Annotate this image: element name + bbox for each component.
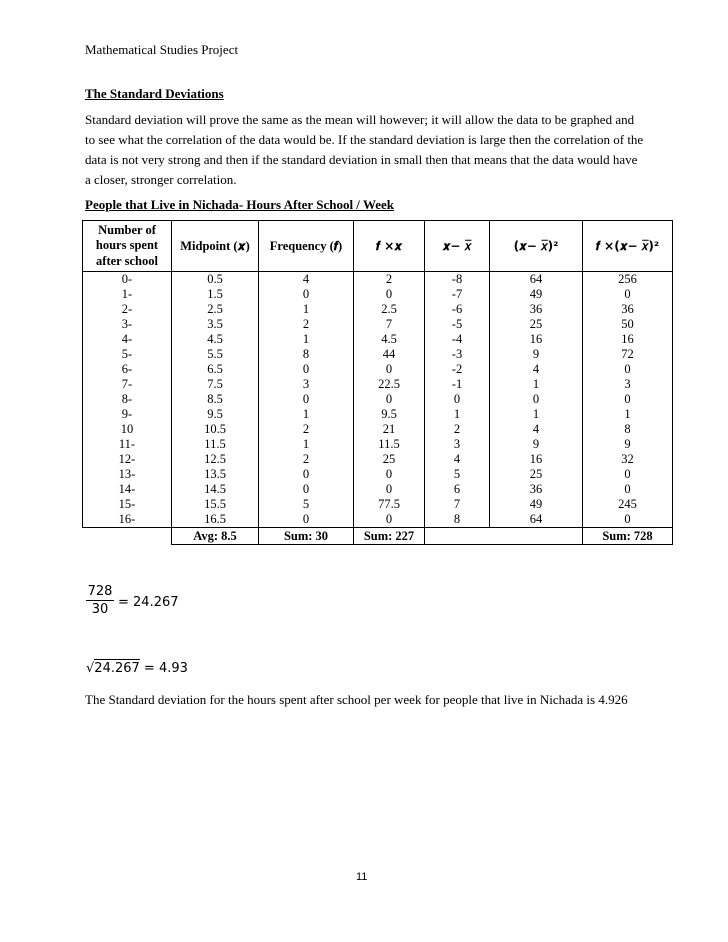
cell-midpoint: 10.5 bbox=[172, 422, 259, 437]
cell-deviation-squared: 49 bbox=[490, 287, 583, 302]
table-row bbox=[83, 377, 673, 392]
cell-hours: 12- bbox=[83, 452, 172, 467]
cell-fx: 2.5 bbox=[354, 302, 425, 317]
table-row bbox=[83, 302, 673, 317]
cell-deviation-squared: 36 bbox=[490, 482, 583, 497]
cell-midpoint: 3.5 bbox=[172, 317, 259, 332]
cell-deviation-squared: 9 bbox=[490, 347, 583, 362]
cell-deviation-squared: 36 bbox=[490, 302, 583, 317]
summary-empty-span bbox=[425, 528, 583, 545]
cell-deviation: -1 bbox=[425, 377, 490, 392]
cell-deviation-squared: 49 bbox=[490, 497, 583, 512]
cell-deviation: 4 bbox=[425, 452, 490, 467]
fraction-bar bbox=[86, 600, 114, 601]
table-row bbox=[83, 497, 673, 512]
cell-hours: 16- bbox=[83, 512, 172, 528]
cell-fx: 0 bbox=[354, 467, 425, 482]
cell-deviation: 2 bbox=[425, 422, 490, 437]
cell-fx: 9.5 bbox=[354, 407, 425, 422]
cell-deviation: -2 bbox=[425, 362, 490, 377]
cell-f-deviation-squared: 0 bbox=[583, 467, 673, 482]
cell-f-deviation-squared: 1 bbox=[583, 407, 673, 422]
summary-sum-f-deviation-squared: Sum: 728 bbox=[583, 528, 673, 545]
table-row bbox=[83, 437, 673, 452]
cell-frequency: 2 bbox=[259, 452, 354, 467]
summary-row bbox=[83, 528, 673, 545]
cell-hours: 9- bbox=[83, 407, 172, 422]
cell-f-deviation-squared: 0 bbox=[583, 482, 673, 497]
col-header-deviation-squared: (𝒙− 𝑥̅)² bbox=[490, 221, 583, 272]
cell-midpoint: 13.5 bbox=[172, 467, 259, 482]
fraction-numerator: 728 bbox=[87, 584, 113, 599]
cell-frequency: 0 bbox=[259, 512, 354, 528]
cell-midpoint: 11.5 bbox=[172, 437, 259, 452]
body-paragraph: Standard deviation will prove the same as the mean will however; it will allow the data to be graphed and to see what the correlation of the data would be. If the standard deviation is large then the correlation of the data is not very strong and then if the standard deviation in small then that means that the data would have a closer, stronger correlation. bbox=[85, 112, 644, 187]
cell-hours: 4- bbox=[83, 332, 172, 347]
cell-fx: 21 bbox=[354, 422, 425, 437]
summary-avg: Avg: 8.5 bbox=[172, 528, 259, 545]
cell-fx: 77.5 bbox=[354, 497, 425, 512]
table-row bbox=[83, 347, 673, 362]
cell-fx: 7 bbox=[354, 317, 425, 332]
cell-midpoint: 1.5 bbox=[172, 287, 259, 302]
col-header-fx: 𝒇 ×𝒙 bbox=[354, 221, 425, 272]
cell-f-deviation-squared: 8 bbox=[583, 422, 673, 437]
cell-hours: 5- bbox=[83, 347, 172, 362]
cell-deviation: -5 bbox=[425, 317, 490, 332]
table-row bbox=[83, 317, 673, 332]
cell-frequency: 0 bbox=[259, 482, 354, 497]
variance-fraction bbox=[86, 584, 179, 617]
summary-sum-frequency: Sum: 30 bbox=[259, 528, 354, 545]
cell-deviation-squared: 9 bbox=[490, 437, 583, 452]
cell-deviation: -4 bbox=[425, 332, 490, 347]
cell-deviation: 6 bbox=[425, 482, 490, 497]
col-header-f-deviation-squared: 𝒇 ×(𝒙− 𝑥̅)² bbox=[583, 221, 673, 272]
cell-f-deviation-squared: 0 bbox=[583, 362, 673, 377]
cell-midpoint: 0.5 bbox=[172, 272, 259, 288]
cell-f-deviation-squared: 0 bbox=[583, 512, 673, 528]
conclusion-text: The Standard deviation for the hours spent after school per week for people that live in Nichada is 4.926 bbox=[85, 692, 628, 707]
cell-f-deviation-squared: 72 bbox=[583, 347, 673, 362]
cell-deviation-squared: 25 bbox=[490, 317, 583, 332]
table-row bbox=[83, 287, 673, 302]
cell-f-deviation-squared: 36 bbox=[583, 302, 673, 317]
cell-f-deviation-squared: 0 bbox=[583, 287, 673, 302]
cell-midpoint: 12.5 bbox=[172, 452, 259, 467]
cell-deviation-squared: 4 bbox=[490, 422, 583, 437]
sqrt-argument: 24.267 bbox=[94, 661, 140, 676]
cell-midpoint: 5.5 bbox=[172, 347, 259, 362]
cell-hours: 3- bbox=[83, 317, 172, 332]
cell-deviation-squared: 1 bbox=[490, 377, 583, 392]
cell-f-deviation-squared: 245 bbox=[583, 497, 673, 512]
cell-frequency: 5 bbox=[259, 497, 354, 512]
fraction-result: = 24.267 bbox=[118, 595, 179, 610]
cell-deviation-squared: 16 bbox=[490, 332, 583, 347]
cell-deviation: 1 bbox=[425, 407, 490, 422]
cell-f-deviation-squared: 0 bbox=[583, 392, 673, 407]
cell-frequency: 3 bbox=[259, 377, 354, 392]
cell-hours: 1- bbox=[83, 287, 172, 302]
cell-hours: 14- bbox=[83, 482, 172, 497]
cell-fx: 0 bbox=[354, 362, 425, 377]
cell-deviation-squared: 64 bbox=[490, 512, 583, 528]
cell-midpoint: 16.5 bbox=[172, 512, 259, 528]
cell-frequency: 1 bbox=[259, 302, 354, 317]
cell-f-deviation-squared: 3 bbox=[583, 377, 673, 392]
cell-deviation: 8 bbox=[425, 512, 490, 528]
summary-sum-fx: Sum: 227 bbox=[354, 528, 425, 545]
table-row bbox=[83, 362, 673, 377]
cell-hours: 8- bbox=[83, 392, 172, 407]
cell-deviation: 5 bbox=[425, 467, 490, 482]
cell-midpoint: 7.5 bbox=[172, 377, 259, 392]
cell-fx: 0 bbox=[354, 287, 425, 302]
table-row bbox=[83, 467, 673, 482]
sqrt-equation bbox=[86, 661, 188, 676]
cell-fx: 11.5 bbox=[354, 437, 425, 452]
col-header-midpoint: Midpoint (𝒙) bbox=[172, 221, 259, 272]
cell-hours: 15- bbox=[83, 497, 172, 512]
cell-frequency: 1 bbox=[259, 332, 354, 347]
cell-midpoint: 6.5 bbox=[172, 362, 259, 377]
cell-frequency: 0 bbox=[259, 287, 354, 302]
col-header-hours: Number of hours spent after school bbox=[83, 221, 172, 272]
cell-deviation-squared: 64 bbox=[490, 272, 583, 288]
sqrt-result: = 4.93 bbox=[139, 661, 188, 676]
table-title: People that Live in Nichada- Hours After School / Week bbox=[85, 197, 394, 212]
cell-deviation-squared: 0 bbox=[490, 392, 583, 407]
cell-frequency: 8 bbox=[259, 347, 354, 362]
cell-midpoint: 14.5 bbox=[172, 482, 259, 497]
table-row bbox=[83, 452, 673, 467]
cell-frequency: 1 bbox=[259, 437, 354, 452]
cell-hours: 13- bbox=[83, 467, 172, 482]
cell-f-deviation-squared: 256 bbox=[583, 272, 673, 288]
cell-midpoint: 4.5 bbox=[172, 332, 259, 347]
table-row bbox=[83, 512, 673, 528]
cell-deviation: -7 bbox=[425, 287, 490, 302]
col-header-frequency: Frequency (𝒇) bbox=[259, 221, 354, 272]
cell-deviation: 0 bbox=[425, 392, 490, 407]
cell-fx: 2 bbox=[354, 272, 425, 288]
cell-f-deviation-squared: 50 bbox=[583, 317, 673, 332]
cell-deviation: -8 bbox=[425, 272, 490, 288]
cell-fx: 22.5 bbox=[354, 377, 425, 392]
cell-midpoint: 15.5 bbox=[172, 497, 259, 512]
cell-deviation-squared: 25 bbox=[490, 467, 583, 482]
cell-midpoint: 8.5 bbox=[172, 392, 259, 407]
cell-hours: 11- bbox=[83, 437, 172, 452]
cell-f-deviation-squared: 32 bbox=[583, 452, 673, 467]
cell-deviation-squared: 1 bbox=[490, 407, 583, 422]
cell-fx: 0 bbox=[354, 512, 425, 528]
cell-hours: 0- bbox=[83, 272, 172, 288]
cell-fx: 44 bbox=[354, 347, 425, 362]
cell-midpoint: 9.5 bbox=[172, 407, 259, 422]
cell-fx: 25 bbox=[354, 452, 425, 467]
cell-midpoint: 2.5 bbox=[172, 302, 259, 317]
cell-fx: 0 bbox=[354, 482, 425, 497]
cell-deviation: 7 bbox=[425, 497, 490, 512]
cell-deviation-squared: 4 bbox=[490, 362, 583, 377]
cell-hours: 10 bbox=[83, 422, 172, 437]
table-row bbox=[83, 332, 673, 347]
cell-deviation: 3 bbox=[425, 437, 490, 452]
col-header-deviation: 𝒙− 𝑥̅ bbox=[425, 221, 490, 272]
cell-fx: 0 bbox=[354, 392, 425, 407]
cell-frequency: 1 bbox=[259, 407, 354, 422]
cell-deviation: -3 bbox=[425, 347, 490, 362]
table-row bbox=[83, 272, 673, 288]
cell-frequency: 4 bbox=[259, 272, 354, 288]
table-row bbox=[83, 407, 673, 422]
cell-fx: 4.5 bbox=[354, 332, 425, 347]
table-row bbox=[83, 392, 673, 407]
fraction-denominator: 30 bbox=[91, 602, 109, 617]
cell-frequency: 2 bbox=[259, 317, 354, 332]
cell-frequency: 0 bbox=[259, 467, 354, 482]
cell-hours: 6- bbox=[83, 362, 172, 377]
table-row bbox=[83, 422, 673, 437]
section-title: The Standard Deviations bbox=[85, 86, 224, 101]
sqrt-symbol-icon: √ bbox=[86, 661, 95, 676]
summary-empty-cell bbox=[83, 528, 172, 545]
cell-frequency: 0 bbox=[259, 362, 354, 377]
cell-deviation: -6 bbox=[425, 302, 490, 317]
cell-f-deviation-squared: 16 bbox=[583, 332, 673, 347]
table-row bbox=[83, 482, 673, 497]
page-header: Mathematical Studies Project bbox=[85, 42, 239, 57]
cell-deviation-squared: 16 bbox=[490, 452, 583, 467]
table-header-row bbox=[83, 221, 673, 272]
page-number: 11 bbox=[356, 871, 368, 883]
cell-frequency: 0 bbox=[259, 392, 354, 407]
frequency-table bbox=[82, 220, 673, 545]
cell-hours: 7- bbox=[83, 377, 172, 392]
cell-hours: 2- bbox=[83, 302, 172, 317]
cell-frequency: 2 bbox=[259, 422, 354, 437]
cell-f-deviation-squared: 9 bbox=[583, 437, 673, 452]
